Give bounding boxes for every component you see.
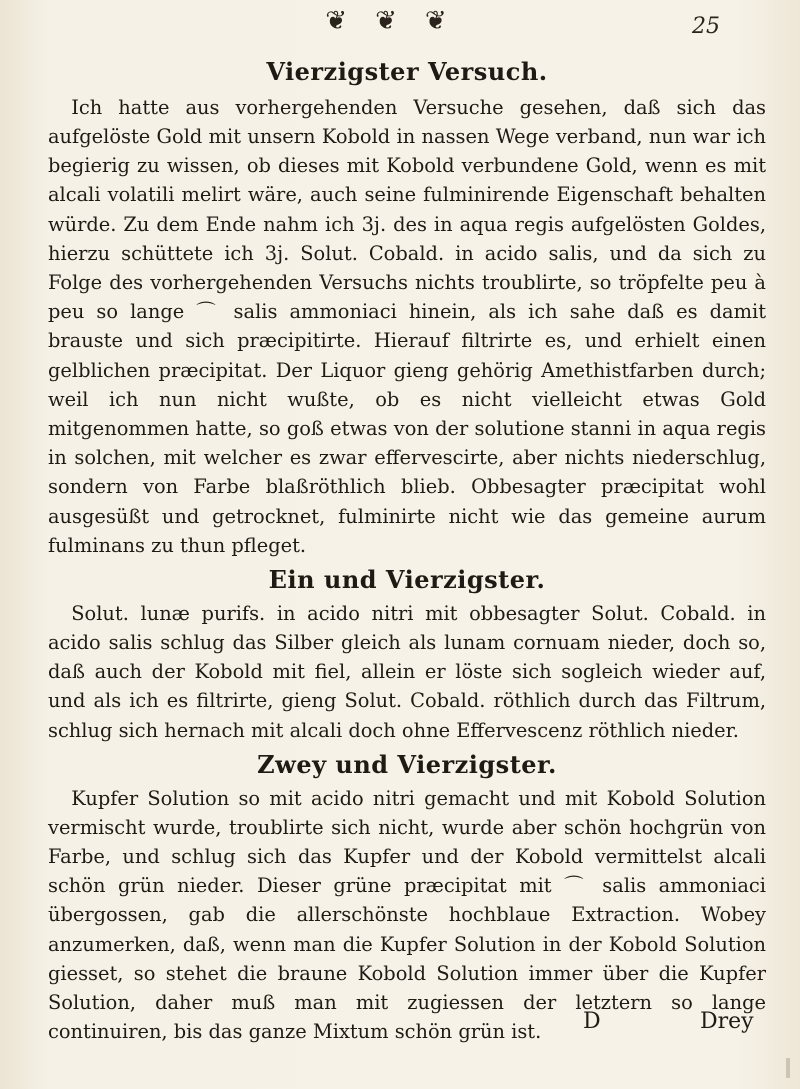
header-ornaments (0, 6, 800, 36)
section-heading: Zwey und Vierzigster. (257, 749, 557, 779)
section-heading: Vierzigster Versuch. (266, 57, 548, 86)
ornament-icon: ❦ (424, 6, 475, 36)
section-paragraph: Solut. lunæ purifs. in acido nitri mit obbesagter Solut. Cobald. in acido salis schlug das Silber gleich als lunam cornuam nieder, doch so, daß auch der Kobold mit fiel, allein er löste sich sogleich wieder auf, und als ich es filtrirte, gieng Solut. Cobald. röthlich durch das Filtrum, schlug sich hernach mit alcali doch ohne Effervescenz röthlich nieder. (48, 601, 766, 742)
ornament-icon: ❦ (325, 6, 376, 36)
page-number: 25 (692, 14, 720, 39)
scan-artifact (786, 1058, 790, 1078)
page-body (48, 58, 766, 1046)
signature-mark: D (583, 1009, 601, 1034)
section-heading: Ein und Vierzigster. (268, 565, 546, 595)
catchword: Drey (700, 1009, 754, 1034)
ornament-icon: ❦ (375, 6, 425, 36)
section-paragraph: Kupfer Solution so mit acido nitri gemacht und mit Kobold Solution vermischt wurde, troublirte sich nicht, wurde aber schön hochgrün von Farbe, und schlug sich das Kupfer und der Kobold vermittelst alcali schön grün nieder. Dieser grüne præcipitat mit ⌒ salis ammoniaci übergossen, gab die allerschönste hochblaue Extraction. Wobey anzumerken, daß, wenn man die Kupfer Solution in der Kobold Solution giesset, so stehet die braune Kobold Solution immer über die Kupfer Solution, daher muß man mit zugiessen der letztern so lange continuiren, bis das ganze Mixtum schön grün ist. (48, 786, 766, 1044)
section-paragraph: Ich hatte aus vorhergehenden Versuche gesehen, daß sich das aufgelöste Gold mit unsern Kobold in nassen Wege verband, nun war ich begierig zu wissen, ob dieses mit Kobold verbundene Gold, wenn es mit alcali volatili melirt wäre, auch seine fulminirende Eigenschaft behalten würde. Zu dem Ende nahm ich 3j. des in aqua regis aufgelösten Goldes, hierzu schüttete ich 3j. Solut. Cobald. in acido salis, und da sich zu Folge des vorhergehenden Versuchs nichts troublirte, so tröpfelte peu à peu so lange ⌒ salis ammoniaci hinein, als ich sahe daß es damit brauste und sich præcipitirte. Hierauf filtrirte es, und erhielt einen gelblichen præcipitat. Der Liquor gieng gehörig Amethistfarben durch; weil ich nun nicht wußte, ob es nicht vielleicht etwas Gold mitgenommen hatte, so goß etwas von der solutione stanni in aqua regis in solchen, mit welcher es zwar effervescirte, aber nichts niederschlug, sondern von Farbe blaßröthlich blieb. Obbesagter præcipitat wohl ausgesüßt und getrocknet, fulminirte nicht wie das gemeine aurum fulminans zu thun pfleget. (48, 95, 766, 557)
